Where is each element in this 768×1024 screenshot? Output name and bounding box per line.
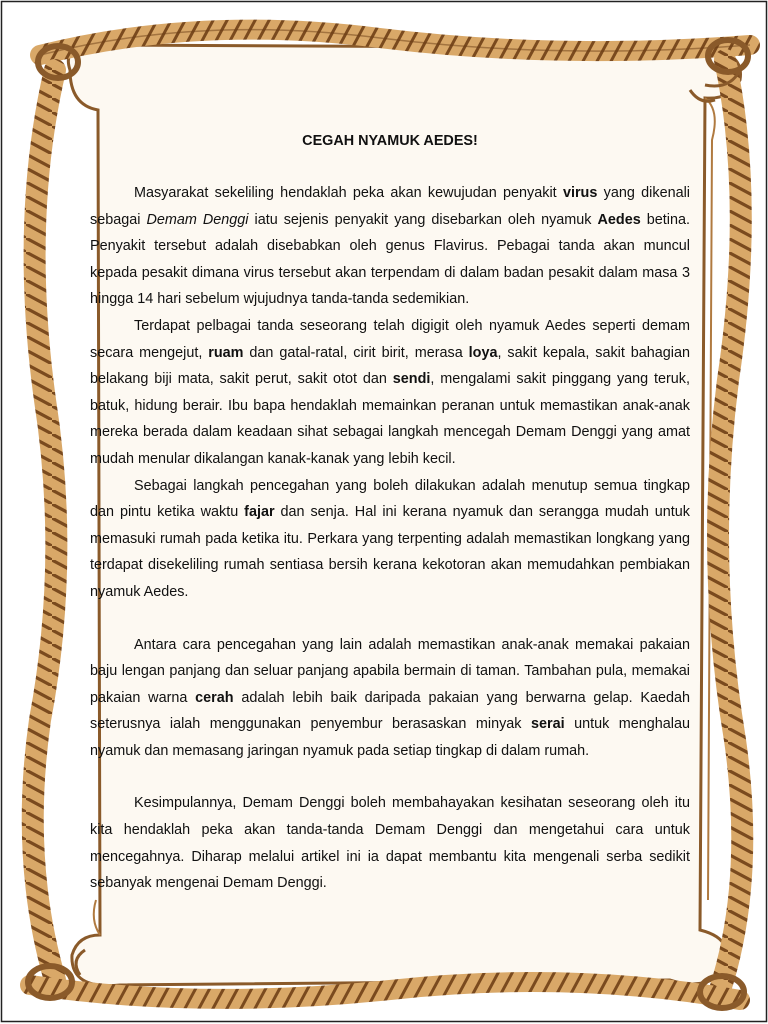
paragraph-gap [90,606,690,632]
article [90,128,690,897]
paragraph-3: Sebagai langkah pencegahan yang boleh dilakukan adalah menutup semua tingkap dan pintu ketika waktu fajar dan senja. Hal ini kerana nyamuk dan serangga mudah untuk memasuki rumah pada ketika itu. Perkara yang terpenting adalah memastikan longkang yang terdapat disekeliling rumah sentiasa bersih kerana kekotoran akan memudahkan pembiakan nyamuk Aedes. [90,477,690,600]
paragraph-1: Masyarakat sekeliling hendaklah peka akan kewujudan penyakit virus yang dikenali sebagai Demam Denggi iatu sejenis penyakit yang disebarkan oleh nyamuk Aedes betina. Penyakit tersebut adalah disebabkan oleh genus Flavirus. Pebagai tanda akan muncul kepada pesakit dimana virus tersebut akan terpendam di dalam badan pesakit dalam masa 3 hingga 14 hari sebelum wjujudnya tanda-tanda sedemikian. [90,185,690,308]
paragraph-5: Kesimpulannya, Demam Denggi boleh membahayakan kesihatan seseorang oleh itu kita hendaklah peka akan tanda-tanda Demam Denggi dan mengetahui cara untuk mencegahnya. Diharap melalui artikel ini ia dapat membantu kita mengenali serba sedikit sebanyak mengenai Demam Denggi. [90,795,690,892]
rope-left [33,70,57,980]
paragraph-gap [90,764,690,790]
paragraph-2: Terdapat pelbagai tanda seseorang telah digigit oleh nyamuk Aedes seperti demam secara mengejut, ruam dan gatal-ratal, cirit birit, merasa loya, sakit kepala, sakit bahagian belakang biji mata, sakit perut, sakit otot dan sendi, mengalami sakit pinggang yang teruk, batuk, hidung berair. Ibu bapa hendaklah memainkan peranan untuk memastikan anak-anak mereka berada dalam keadaan sihat sebagai langkah mencegah Demam Denggi yang amat mudah menular dikalangan kanak-kanak yang lebih kecil. [90,317,691,467]
article-title: CEGAH NYAMUK AEDES! [302,133,478,149]
paragraph-4: Antara cara pencegahan yang lain adalah memastikan anak-anak memakai pakaian baju lengan panjang dan seluar panjang apabila bermain di taman. Tambahan pula, memakai pakaian warna cerah adalah lebih baik daripada pakaian yang berwarna gelap. Kaedah seterusnya ialah menggunakan penyembur berasaskan minyak serai untuk menghalau nyamuk dan memasang jaringan nyamuk pada setiap tingkap di dalam rumah. [90,636,690,759]
rope-right [718,60,742,990]
